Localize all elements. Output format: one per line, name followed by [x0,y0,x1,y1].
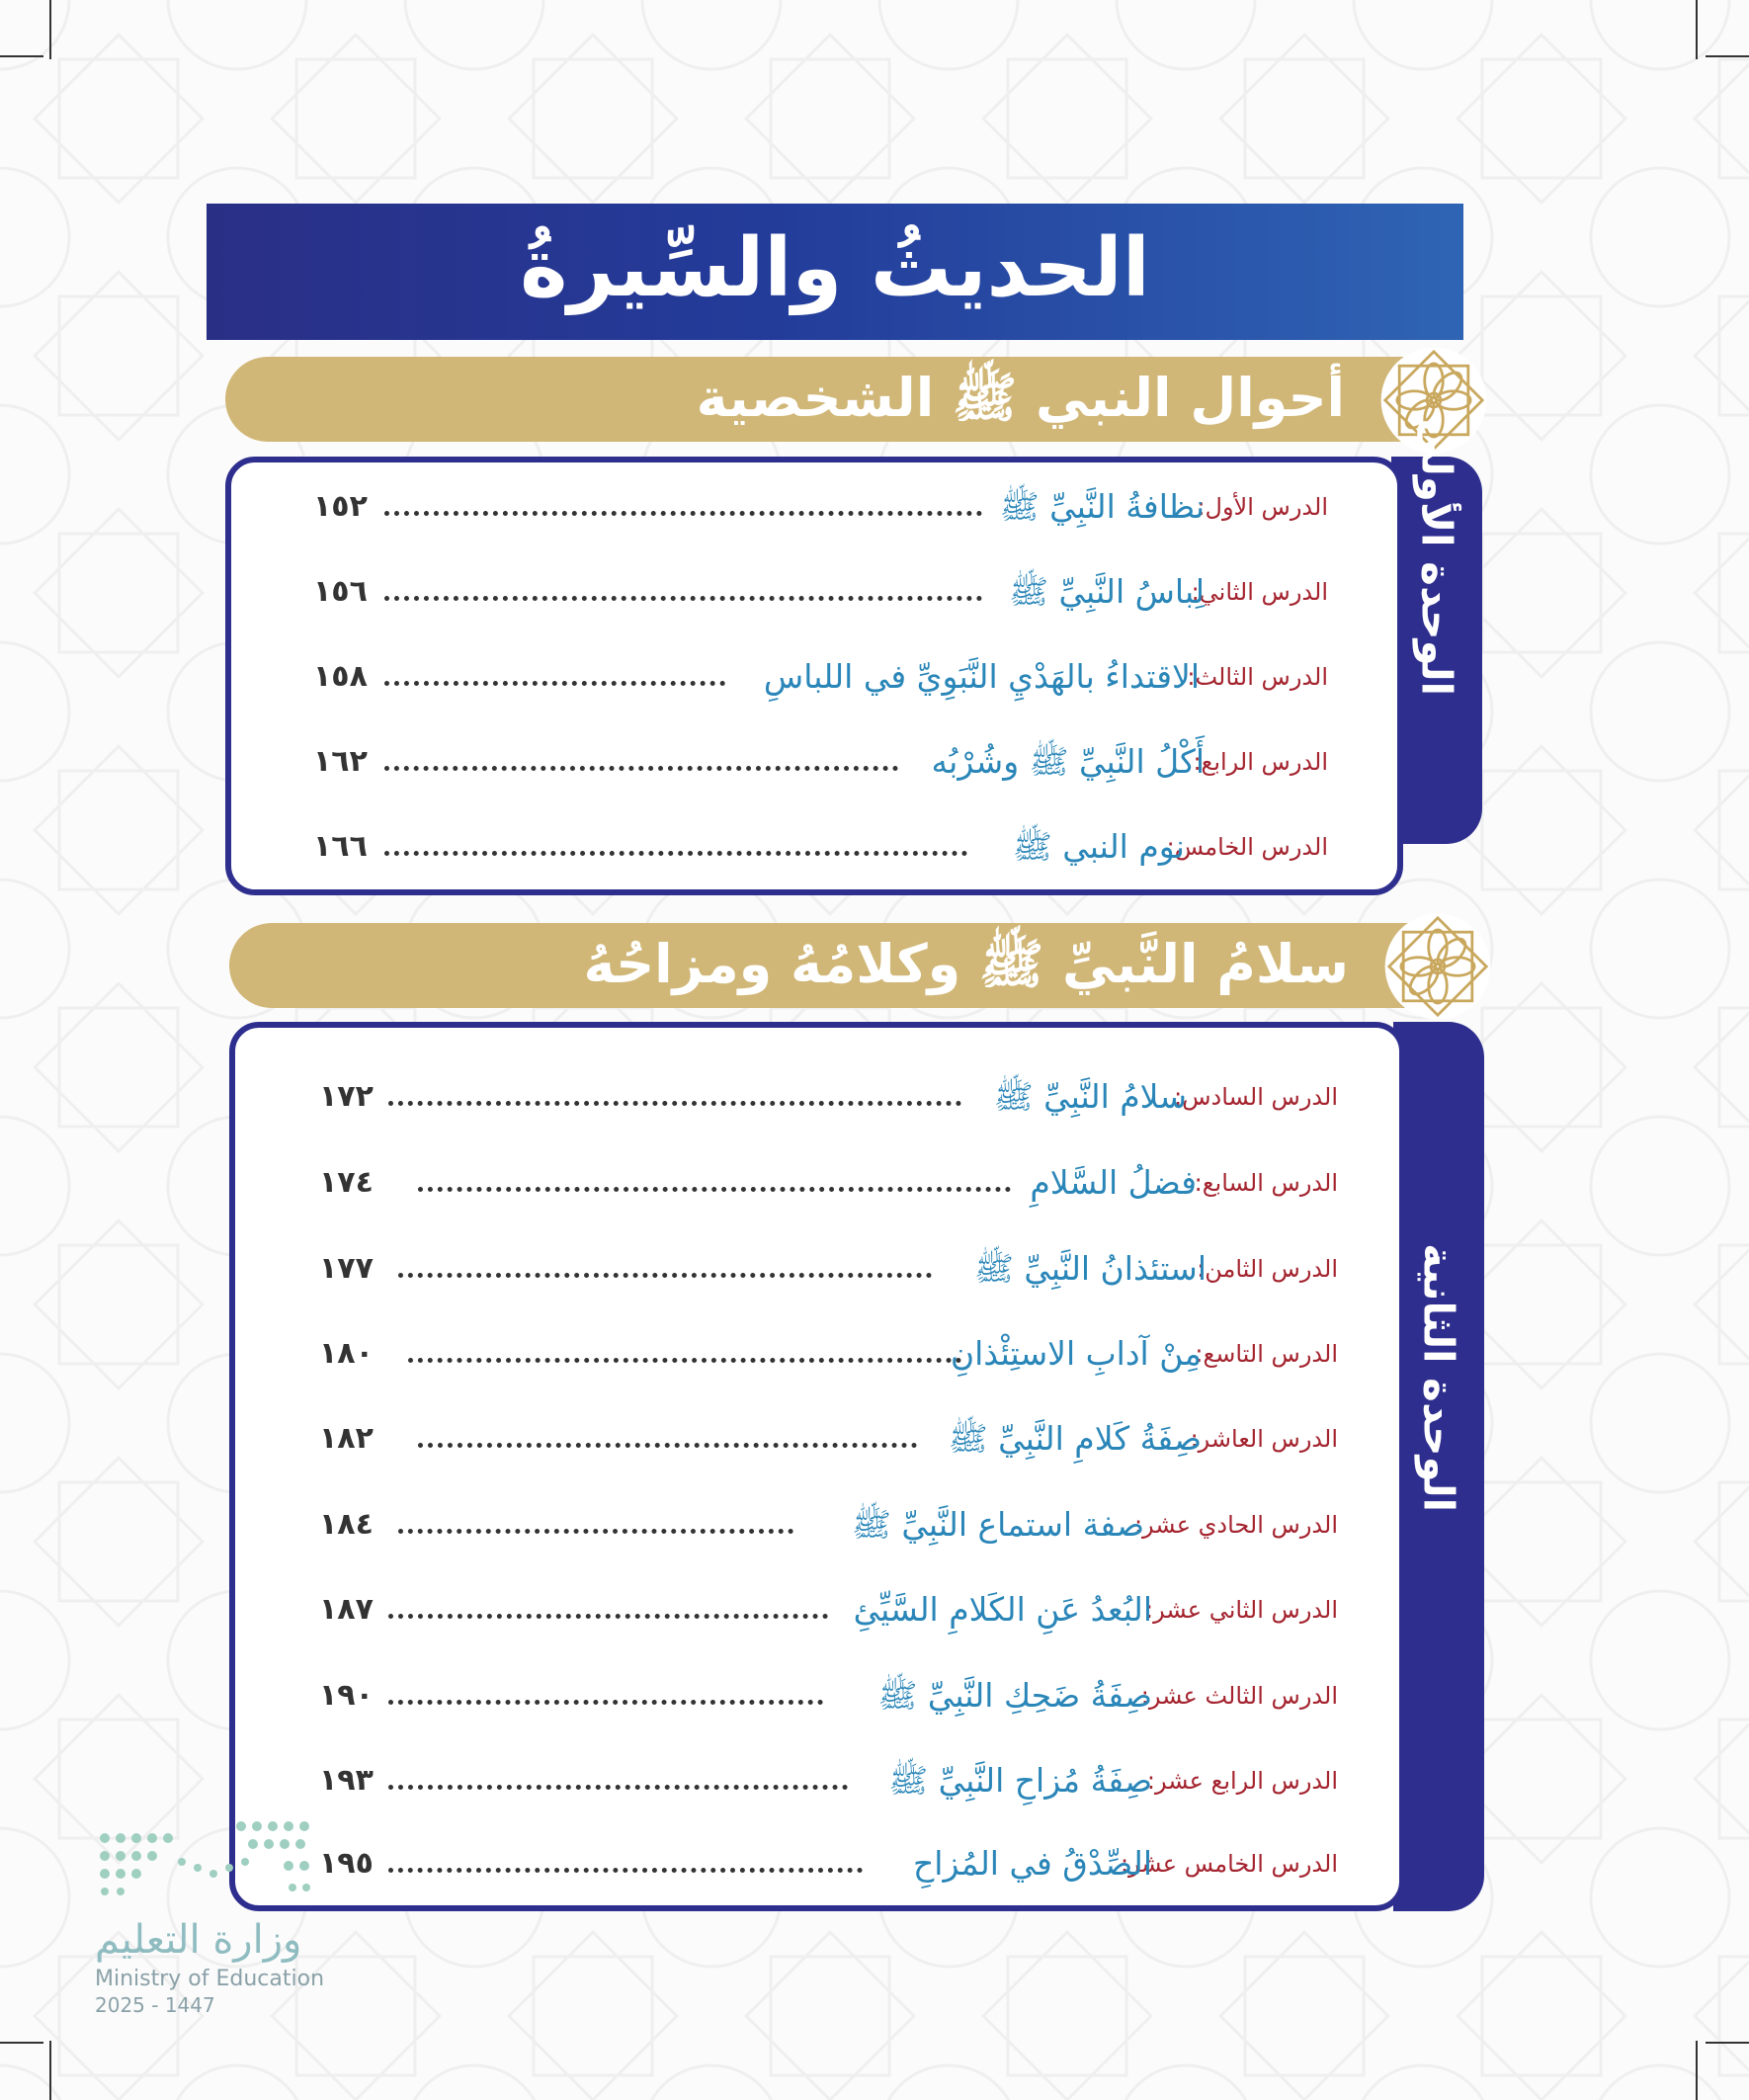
lesson-title: نوم النبي ﷺ [1012,827,1185,866]
ministry-dots-icon [95,1818,312,1907]
page-number: ١٦٢ [313,744,368,779]
lesson-number: الدرس الثالث عشر: [1140,1682,1338,1710]
rosette-icon [1380,909,1495,1024]
dot-leader [388,1604,828,1619]
ministry-name-en: Ministry of Education [95,1967,325,1991]
unit-1-header [225,357,1461,442]
ministry-year: 2025 - 1447 [95,1993,215,2017]
lesson-title: مِنْ آدابِ الاستِئْذانِ [950,1334,1202,1373]
crop-mark [1706,55,1749,57]
page-number: ١٥٢ [313,489,368,524]
dot-leader [388,1690,823,1705]
unit-1-lessons-box [225,457,1403,895]
unit-1-tab [1391,418,1482,844]
lesson-row[interactable] [235,1505,1399,1545]
dot-leader [384,586,982,601]
lesson-title: نظافةُ النَّبِيِّ ﷺ [999,487,1205,526]
lesson-row[interactable] [231,742,1397,782]
unit-2-header [229,923,1465,1008]
lesson-row[interactable] [231,827,1397,867]
dot-leader [384,501,982,516]
lesson-row[interactable] [235,1077,1399,1117]
dot-leader [384,756,898,771]
page-number: ١٦٦ [313,829,368,864]
lesson-title: استئذانُ النَّبِيِّ ﷺ [974,1249,1207,1288]
lesson-number: الدرس الرابع عشر: [1146,1767,1338,1795]
lesson-title: سلامُ النَّبِيِّ ﷺ [993,1077,1187,1116]
dot-leader [384,841,967,856]
lesson-number: الدرس الثاني عشر: [1145,1596,1338,1624]
lesson-number: الدرس الرابع: [1193,748,1328,776]
page-number: ١٨٧ [319,1592,374,1627]
unit-2-lessons-box [229,1022,1405,1911]
lesson-row[interactable] [235,1249,1399,1289]
unit-1-label: الوحدة الأولى [1412,418,1461,696]
dot-leader [398,1519,793,1534]
unit-2-title: سلامُ النَّبيِّ ﷺ وكلامُهُ ومزاحُهُ [583,933,1349,995]
lesson-number: الدرس السابع: [1194,1169,1338,1197]
lesson-number: الدرس الثامن: [1197,1255,1338,1283]
lesson-row[interactable] [235,1761,1399,1801]
lesson-row[interactable] [231,487,1397,527]
page-number: ١٧٢ [319,1079,374,1114]
page-number: ١٨٢ [319,1421,374,1456]
crop-mark [49,2041,51,2100]
dot-leader [408,1348,961,1363]
lesson-row[interactable] [235,1419,1399,1459]
lesson-row[interactable] [235,1590,1399,1630]
lesson-title: لِباسُ النَّبِيِّ ﷺ [1009,572,1205,611]
page-number: ١٥٨ [313,659,368,694]
dot-leader [388,1858,863,1873]
lesson-title: صِفَةُ مُزاحِ النَّبِيِّ ﷺ [888,1761,1152,1800]
page-number: ١٨٠ [319,1336,374,1371]
page-number: ١٧٤ [319,1165,374,1200]
dot-leader [388,1775,848,1790]
page-number: ١٩٣ [319,1763,374,1798]
crop-mark [49,0,51,59]
unit-2-label: الوحدة الثانية [1414,1243,1463,1512]
lesson-number: الدرس السادس: [1174,1083,1338,1111]
lesson-row[interactable] [235,1334,1399,1374]
lesson-number: الدرس الخامس عشر: [1120,1850,1338,1878]
page-number: ١٨٤ [319,1507,374,1542]
page-number: ١٩٥ [319,1846,374,1881]
title-banner [207,204,1463,340]
page-number: ١٧٧ [319,1251,374,1286]
lesson-title: الاقتداءُ بالهَدْيِ النَّبَوِيِّ في اللباسِ [763,657,1200,696]
lesson-number: الدرس الثاني: [1191,578,1328,606]
lesson-number: الدرس الثالث: [1187,663,1328,691]
lesson-row[interactable] [231,572,1397,612]
dot-leader [388,1091,961,1106]
lesson-title: صِفَةُ ضَحِكِ النَّبِيِّ ﷺ [877,1676,1152,1715]
lesson-row[interactable] [235,1676,1399,1716]
lesson-number: الدرس التاسع: [1195,1340,1338,1368]
dot-leader [384,671,725,686]
crop-mark [1706,2042,1749,2044]
lesson-title: أَكْلُ النَّبِيِّ ﷺ وشُرْبُه [931,742,1205,781]
lesson-title: صفة استماع النَّبِيِّ ﷺ [852,1505,1144,1544]
lesson-row[interactable] [231,657,1397,697]
lesson-row[interactable] [235,1844,1399,1884]
ministry-name-ar: وزارة التعليم [95,1917,302,1963]
crop-mark [0,55,43,57]
lesson-title: الصِّدْقُ في المُزاحِ [912,1844,1152,1883]
lesson-number: الدرس العاشر: [1190,1425,1338,1453]
unit-2-tab [1393,1022,1484,1911]
lesson-number: الدرس الأول: [1197,493,1328,521]
crop-mark [1696,0,1698,59]
dot-leader [418,1433,917,1448]
lesson-number: الدرس الحادي عشر: [1133,1511,1338,1539]
lesson-title: البُعدُ عَنِ الكَلامِ السَّيِّئِ [853,1590,1152,1629]
dot-leader [398,1263,932,1278]
book-title: الحديثُ والسِّيرةُ [520,221,1150,315]
crop-mark [1696,2041,1698,2100]
crop-mark [0,2042,43,2044]
page-number: ١٥٦ [313,574,368,609]
lesson-title: فضلُ السَّلامِ [1030,1163,1197,1202]
lesson-row[interactable] [235,1163,1399,1203]
lesson-title: صِفَةُ كَلامِ النَّبِيِّ ﷺ [948,1419,1202,1458]
unit-1-title: أحوال النبي ﷺ الشخصية [696,367,1345,429]
page-number: ١٩٠ [319,1678,374,1713]
dot-leader [418,1177,1011,1192]
lesson-number: الدرس الخامس: [1166,833,1328,861]
